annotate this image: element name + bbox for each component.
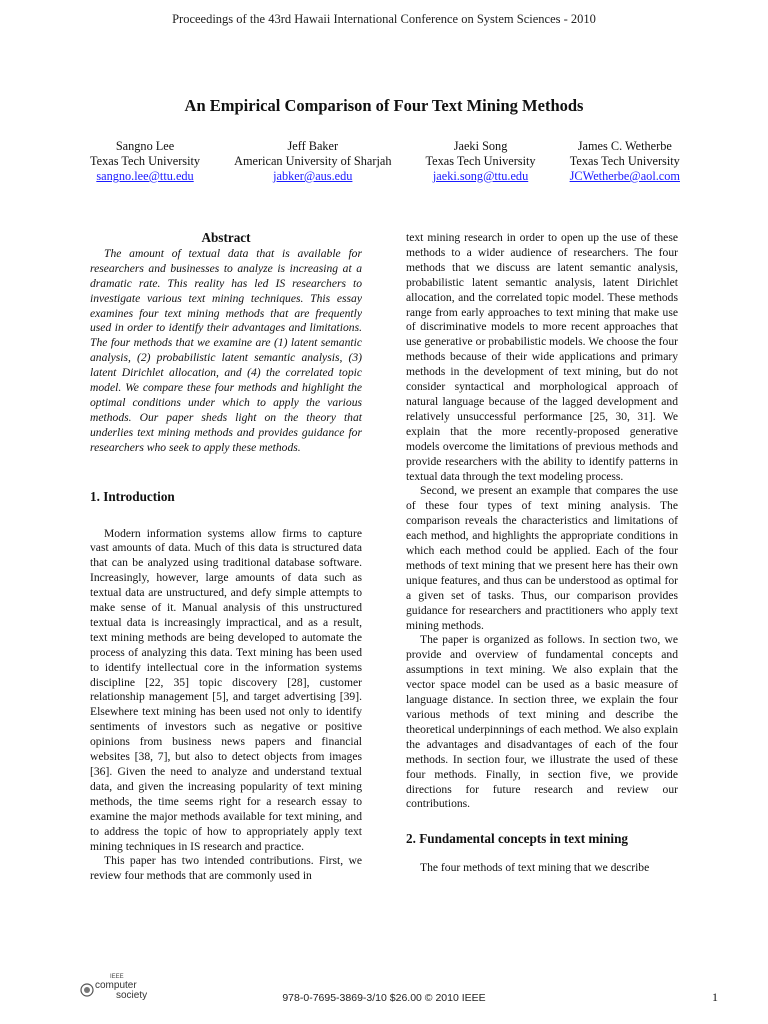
paragraph: The four methods of text mining that we describe xyxy=(420,861,650,875)
author-name: Jaeki Song xyxy=(453,139,508,153)
logo-line-1: computer xyxy=(95,980,137,991)
author-email-link[interactable]: sangno.lee@ttu.edu xyxy=(96,169,194,183)
logo-ieee-text: IEEE xyxy=(110,974,124,980)
paragraph: Second, we present an example that compares the use of these four types of text mining analysis. The comparison reveals the characteristics and limitations of each method, and highlights the appropriate conditions in which each method could be applied. Each of the four methods of text mining that we present here has their own unique features, and thus can be understood as optimal for a given set of tasks. Thus, our comparison provides guidance for researchers and practitioners who apply text mining methods. xyxy=(406,484,678,632)
left-column xyxy=(90,231,362,884)
abstract-body: The amount of textual data that is available for researchers and businesses to analyze is increasing at a dramatic rate. This reality has led IS researchers to investigate various text mining techniques. This essay examines four text mining methods that are frequently used in order to identify their advantages and limitations. The four methods that we examine are (1) latent semantic analysis, (2) probabilistic latent semantic analysis, (3) latent Dirichlet allocation, and (4) the correlated topic model. We compare these four methods and highlight the optimal conditions under which to apply the various methods. Our paper sheds light on the theory that underlies text mining methods and provides guidance for researchers who seek to apply these methods. xyxy=(90,246,362,454)
author-1 xyxy=(90,139,200,184)
paragraph: Modern information systems allow firms to capture vast amounts of data. Much of this data is structured data that can be analyzed using traditional database software. Increasingly, however, large amounts of data such as textual data are unstructured, and defy simple attempts to make sense of it. Manual analysis of this unstructured textual data is increasingly impractical, and as a result, text mining methods are being developed to automate the process of analyzing this data. Text mining has been used to identify intellectual core in the information systems discipline [22, 35] topic discovery [28], customer relationship management [5], and target advertising [39]. Elsewhere text mining has been used not only to identify sentiments of investors such as negative or positive opinions from business news papers and financial websites [38, 7], but also to detect objects from images [36]. Given the need to analyze and understand textual data, and given the increasing popularity of text mining methods, the time seems right for a research essay to examine the major methods available for text mining, and to address the topic of how to appropriately apply text mining techniques in IS research and practice. xyxy=(90,526,362,853)
author-affiliation: American University of Sharjah xyxy=(234,154,392,168)
logo-line-2: society xyxy=(116,990,148,1001)
author-name: Jeff Baker xyxy=(287,139,339,153)
author-name: James C. Wetherbe xyxy=(577,139,672,153)
paragraph: text mining research in order to open up the use of these methods to a wider audience of researchers. The four methods that we discuss are latent semantic analysis, probabilistic latent semantic analysis, latent Dirichlet allocation, and the correlated topic model. These methods range from early approaches to text mining that make use of discriminative models to more recent approaches that use generative or probabilistic models. We choose the four methods because of their wide applications and primary methods in the development of text mining, but do not consider syntactical and morphological approach of natural language because of the lagged development and relatively unsuccessful performance [25, 30, 31]. We explain that the more recently-proposed generative models overcome the limitations of previous methods and provide researchers with the ability to identify patterns in textual data through the text modeling process. xyxy=(406,231,678,483)
paper-title: An Empirical Comparison of Four Text Mining Methods xyxy=(184,96,584,115)
author-affiliation: Texas Tech University xyxy=(569,154,680,168)
author-affiliation: Texas Tech University xyxy=(425,154,536,168)
author-email-link[interactable]: jaeki.song@ttu.edu xyxy=(432,169,529,183)
abstract-heading: Abstract xyxy=(201,230,251,245)
paragraph: This paper has two intended contributions. First, we review four methods that are commonly used in xyxy=(90,854,362,883)
right-column xyxy=(406,231,678,876)
section-heading-fundamental-concepts: 2. Fundamental concepts in text mining xyxy=(406,831,628,847)
section-heading-introduction: 1. Introduction xyxy=(90,488,175,504)
paragraph: The paper is organized as follows. In section two, we provide and overview of fundamental concepts and assumptions in text mining. We also explain that the vector space model can be used as a basic measure of language distance. In section three, we explain the four various methods of text mining and describe the theoretical underpinnings of each method. We also explain the advantages and disadvantages of each of the four methods. In section four, we illustrate the used of these four methods. Finally, in section five, we provide directions for future research and review our contributions. xyxy=(406,633,678,811)
author-email-link[interactable]: jabker@aus.edu xyxy=(273,169,353,183)
author-2 xyxy=(234,139,391,184)
author-affiliation: Texas Tech University xyxy=(90,154,201,168)
author-3 xyxy=(426,139,536,184)
author-block xyxy=(90,139,680,184)
copyright-line: 978-0-7695-3869-3/10 $26.00 © 2010 IEEE xyxy=(282,992,486,1004)
author-name: Sangno Lee xyxy=(115,139,175,153)
author-email-link[interactable]: JCWetherbe@aol.com xyxy=(569,169,680,183)
author-4 xyxy=(570,139,680,184)
page-number: 1 xyxy=(712,990,718,1004)
running-head: Proceedings of the 43rd Hawaii International Conference on System Sciences - 2010 xyxy=(172,12,596,26)
